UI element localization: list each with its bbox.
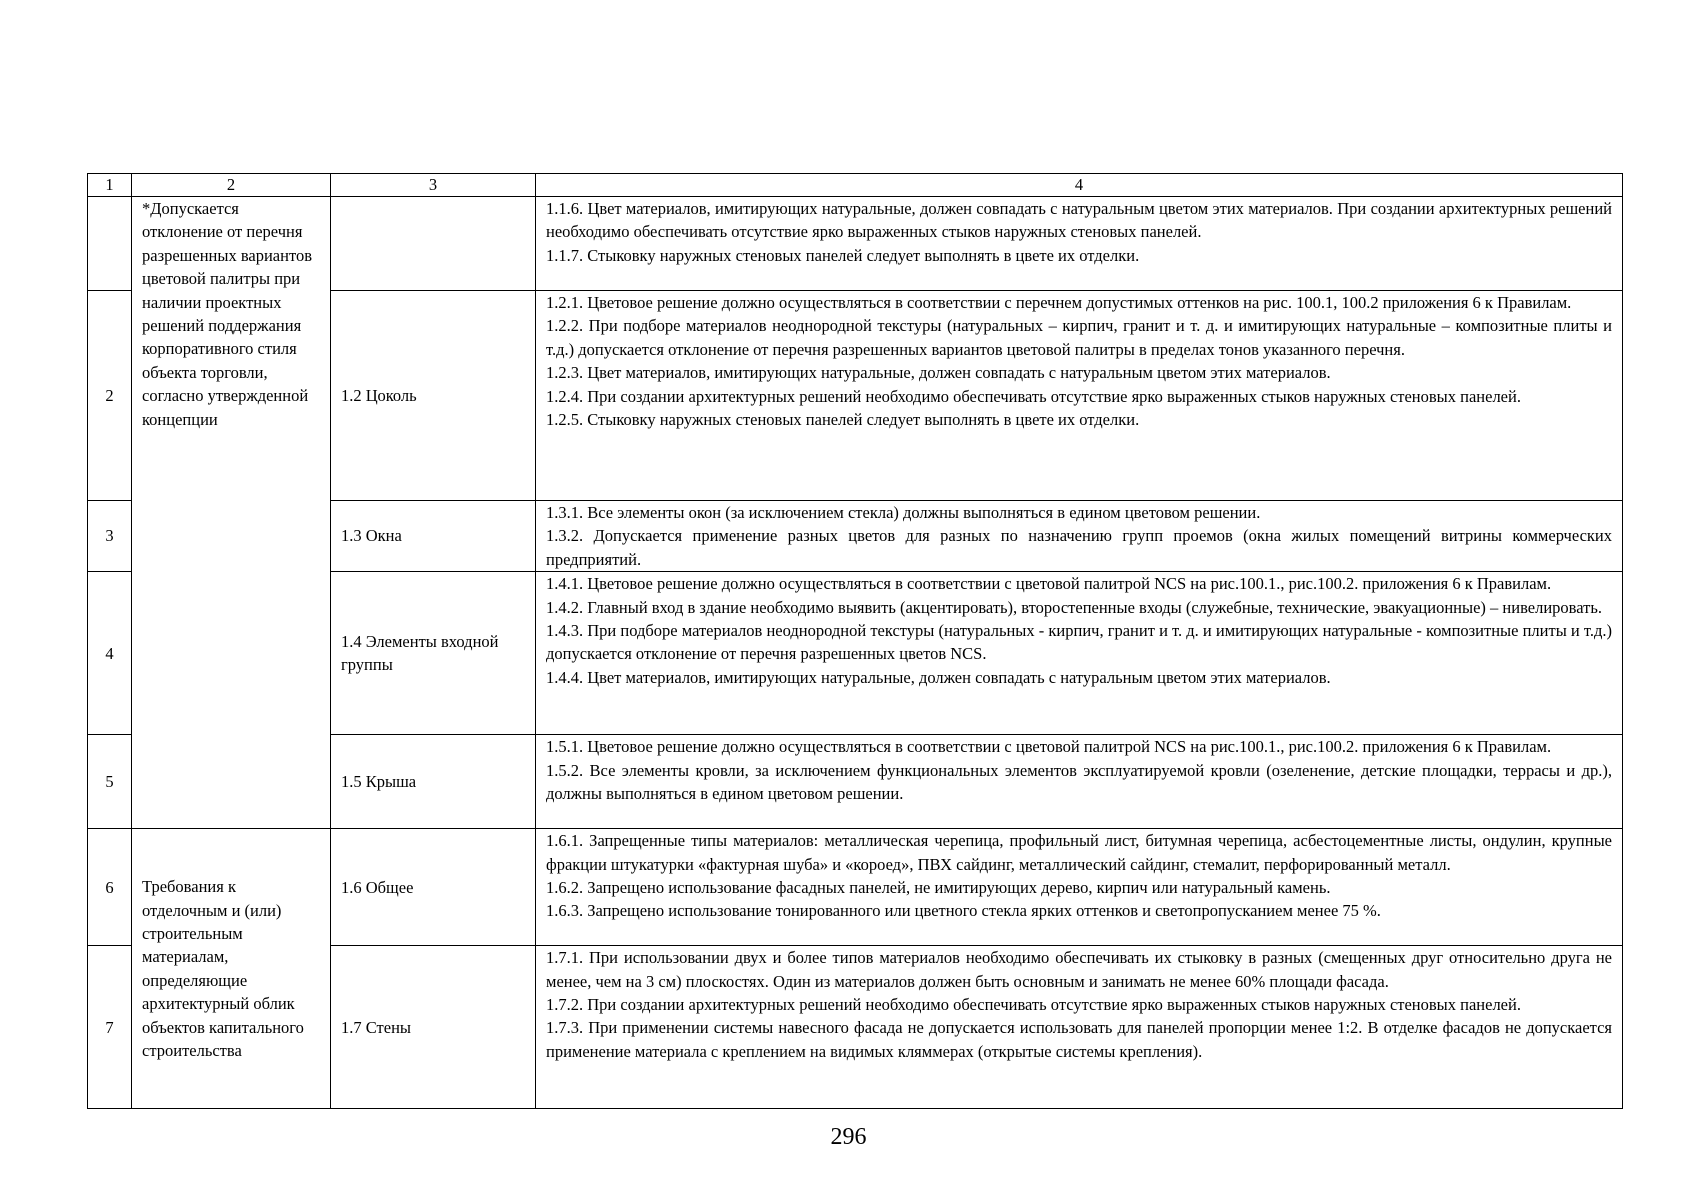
requirements-cell [536, 946, 1623, 1109]
section-cell: 1.5 Крыша [331, 735, 536, 829]
section-cell [331, 197, 536, 291]
requirement-item: 1.6.3. Запрещено использование тонированного или цветного стекла ярких оттенков и светопропусканием менее 75 %. [546, 901, 1381, 921]
section-cell: 1.2 Цоколь [331, 291, 536, 501]
table-row [88, 197, 1623, 291]
requirement-item: 1.4.4. Цвет материалов, имитирующих натуральные, должен совпадать с натуральным цветом этих материалов. [546, 667, 1331, 687]
requirement-item: 1.3.1. Все элементы окон (за исключением стекла) должны выполняться в едином цветовом решении. [546, 503, 1261, 522]
row-number: 3 [88, 501, 132, 572]
requirements-cell [536, 291, 1623, 501]
table-row [88, 829, 1623, 946]
section-cell: 1.3 Окна [331, 501, 536, 572]
requirements-table [87, 173, 1623, 1109]
requirement-item: 1.2.5. Стыковку наружных стеновых панелей следует выполнять в цвете их отделки. [546, 410, 1140, 430]
row-number: 2 [88, 291, 132, 501]
header-col-3: 3 [331, 174, 536, 197]
requirement-item: 1.2.2. При подборе материалов неоднородной текстуры (натуральных – кирпич, гранит и т. д. и имитирующих натуральные – композитные плиты и т.д.) допускается отклонение от перечня разрешенных вариантов цветовой палитры в пределах тонов указанного перечня. [546, 316, 1612, 359]
header-col-2: 2 [132, 174, 331, 197]
section-cell: 1.7 Стены [331, 946, 536, 1109]
requirements-cell [536, 829, 1623, 946]
header-col-1: 1 [88, 174, 132, 197]
header-col-4: 4 [536, 174, 1623, 197]
requirement-item: 1.2.4. При создании архитектурных решений необходимо обеспечивать отсутствие ярко выраженных стыков наружных стеновых панелей. [546, 386, 1521, 406]
requirement-item: 1.7.2. При создании архитектурных решений необходимо обеспечивать отсутствие ярко выраженных стыков наружных стеновых панелей. [546, 995, 1521, 1015]
requirement-item: 1.2.3. Цвет материалов, имитирующих натуральные, должен совпадать с натуральным цветом этих материалов. [546, 363, 1331, 383]
row-number: 7 [88, 946, 132, 1109]
requirement-item: 1.4.1. Цветовое решение должно осуществляться в соответствии с цветовой палитрой NCS на рис.100.1., рис.100.2. приложения 6 к Правилам. [546, 574, 1552, 594]
requirement-item: 1.5.1. Цветовое решение должно осуществляться в соответствии с цветовой палитрой NCS на рис.100.1., рис.100.2. приложения 6 к Правилам. [546, 737, 1552, 757]
requirement-item: 1.1.7. Стыковку наружных стеновых панелей следует выполнять в цвете их отделки. [546, 245, 1140, 265]
requirement-item: 1.6.1. Запрещенные типы материалов: металлическая черепица, профильный лист, битумная черепица, асбестоцементные листы, ондулин, крупные фракции штукатурки «фактурная шуба» и «короед», ПВХ сайдинг, металлический сайдинг, стемалит, перфорированный металл. [546, 831, 1612, 874]
requirements-cell [536, 501, 1623, 572]
row-number: 6 [88, 829, 132, 946]
requirement-item: 1.2.1. Цветовое решение должно осуществляться в соответствии с перечнем допустимых оттенков на рис. 100.1, 100.2 приложения 6 к Правилам. [546, 293, 1572, 312]
page-number: 296 [830, 1124, 867, 1150]
requirement-item: 1.7.3. При применении системы навесного фасада не допускается использовать для панелей пропорции менее 1:2. В отделке фасадов не допускается применение материала с креплением на видимых кляммерах (открытые системы крепления). [546, 1018, 1612, 1061]
section-cell: 1.4 Элементы входной группы [331, 572, 536, 735]
group-note-cell: *Допускается отклонение от перечня разрешенных вариантов цветовой палитры при наличии проектных решений поддержания корпоративного стиля объекта торговли, согласно утвержденной концепции [132, 197, 331, 829]
requirement-item: 1.6.2. Запрещено использование фасадных панелей, не имитирующих дерево, кирпич или натуральный камень. [546, 878, 1331, 898]
requirements-cell [536, 197, 1623, 291]
requirements-cell [536, 572, 1623, 735]
requirement-item: 1.3.2. Допускается применение разных цветов для разных по назначению групп проемов (окна жилых помещений витрины коммерческих предприятий. [546, 526, 1612, 569]
section-cell: 1.6 Общее [331, 829, 536, 946]
requirement-item: 1.5.2. Все элементы кровли, за исключением функциональных элементов эксплуатируемой кровли (озеленение, детские площадки, террасы и др.), должны выполняться в едином цветовом решении. [546, 760, 1612, 804]
requirement-item: 1.4.2. Главный вход в здание необходимо выявить (акцентировать), второстепенные входы (служебные, технические, эвакуационные) – нивелировать. [546, 597, 1602, 617]
header-row [88, 174, 1623, 197]
row-number: 4 [88, 572, 132, 735]
requirement-item: 1.7.1. При использовании двух и более типов материалов необходимо обеспечивать их стыковку в разных (смещенных друг относительно друга не менее, чем на 3 см) плоскостях. Один из материалов должен быть основным и занимать не менее 60% площади фасада. [546, 948, 1612, 991]
requirement-item: 1.4.3. При подборе материалов неоднородной текстуры (натуральных - кирпич, гранит и т. д. и имитирующих натуральные - композитные плиты и т.д.) допускается отклонение от перечня разрешенных цветов NCS. [546, 621, 1612, 664]
row-number [88, 197, 132, 291]
requirement-item: 1.1.6. Цвет материалов, имитирующих натуральные, должен совпадать с натуральным цветом этих материалов. При создании архитектурных решений необходимо обеспечивать отсутствие ярко выраженных стыков наружных стеновых панелей. [546, 199, 1612, 242]
row-number: 5 [88, 735, 132, 829]
requirements-cell [536, 735, 1623, 829]
group-materials-cell: Требования к отделочным и (или) строительным материалам, определяющие архитектурный облик объектов капитального строительства [132, 829, 331, 1109]
